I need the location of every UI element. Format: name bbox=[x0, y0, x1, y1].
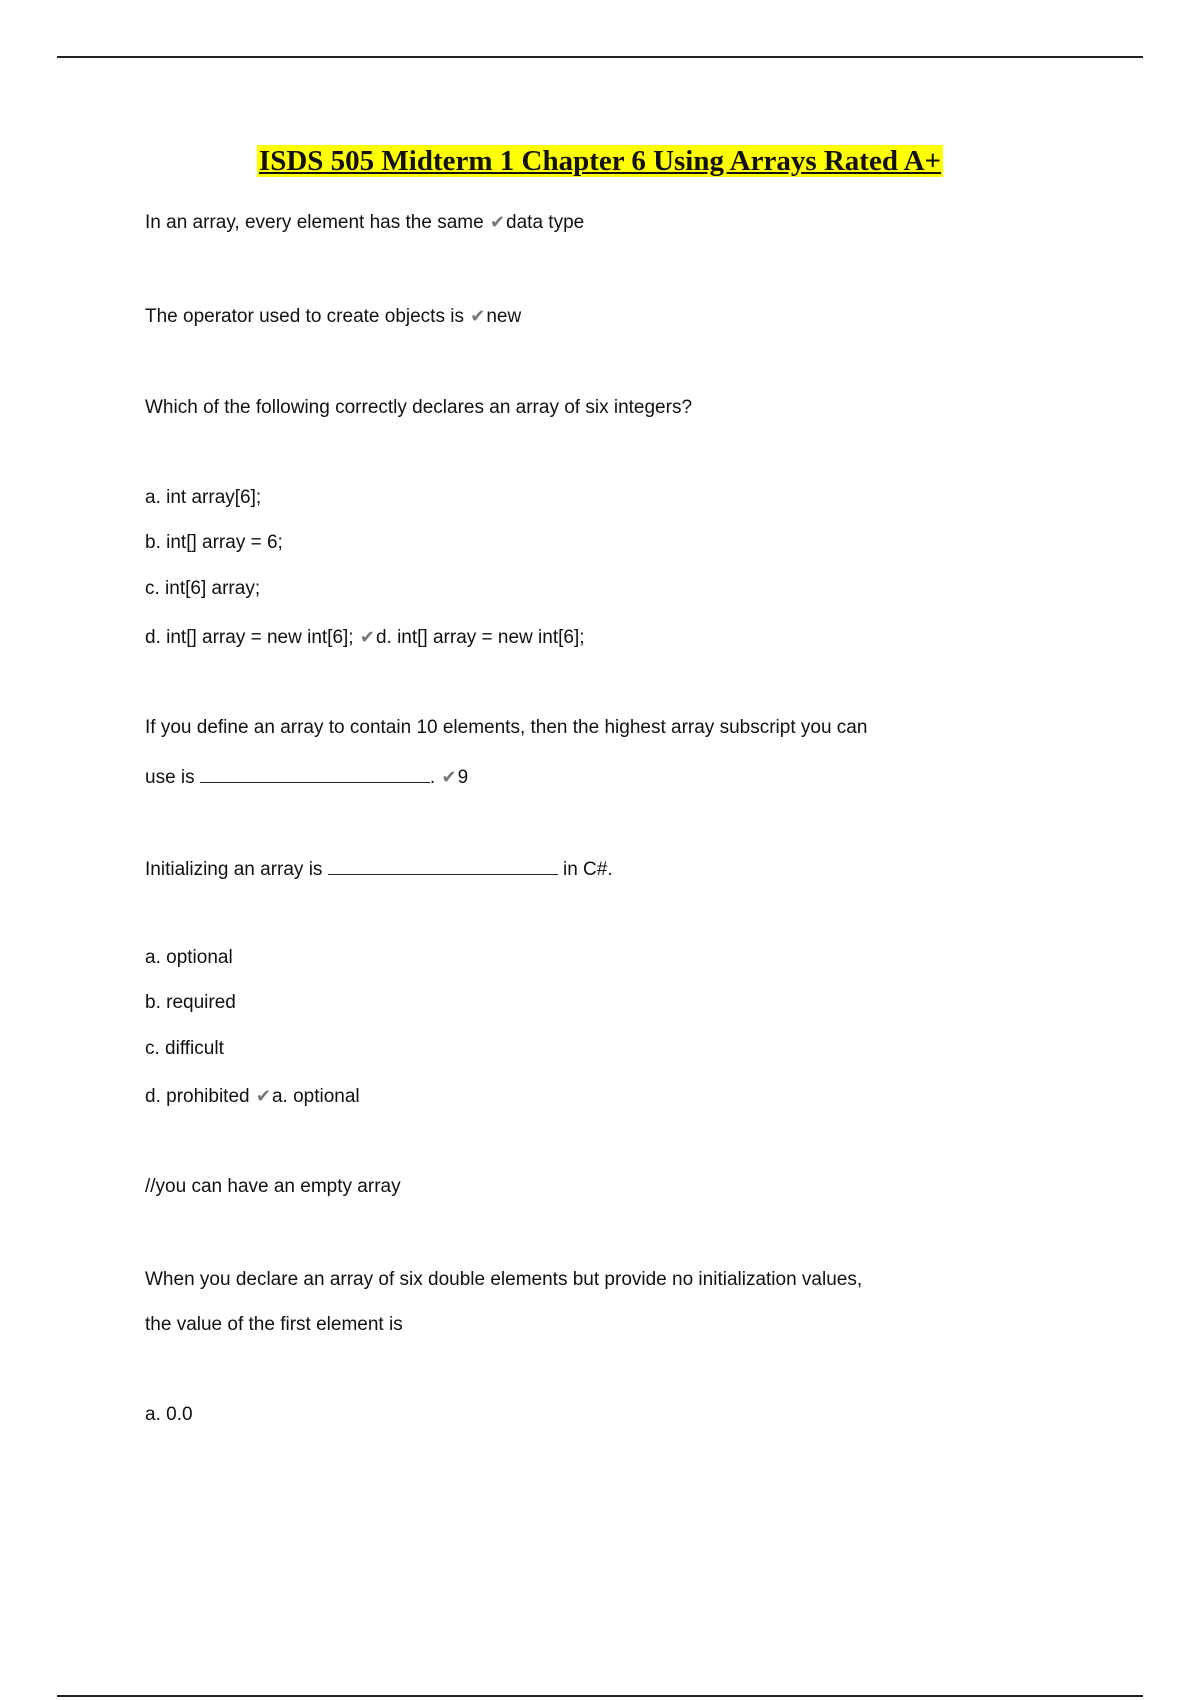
answer: 9 bbox=[457, 767, 469, 788]
option: c. difficult bbox=[145, 1038, 224, 1059]
answer: d. int[] array = new int[6]; bbox=[375, 627, 585, 648]
question-3: Which of the following correctly declares an array of six integers? bbox=[145, 397, 693, 418]
question-5: Initializing an array is in C#. bbox=[145, 856, 613, 882]
note: //you can have an empty array bbox=[145, 1176, 401, 1197]
option: b. required bbox=[145, 992, 236, 1013]
blank-line bbox=[200, 764, 430, 783]
option: a. optional bbox=[145, 947, 233, 968]
question-2: The operator used to create objects is ✔new bbox=[145, 306, 522, 327]
check-icon: ✔ bbox=[441, 767, 457, 787]
check-icon: ✔ bbox=[489, 212, 506, 232]
option: a. int array[6]; bbox=[145, 487, 262, 508]
question-6-line-2: the value of the first element is bbox=[145, 1314, 403, 1335]
check-icon: ✔ bbox=[359, 627, 375, 647]
check-icon: ✔ bbox=[255, 1086, 271, 1106]
header-rule bbox=[57, 56, 1143, 58]
option: c. int[6] array; bbox=[145, 578, 261, 599]
question-4-line-2: use is . ✔9 bbox=[145, 764, 468, 790]
blank-line bbox=[328, 856, 558, 875]
answer: data type bbox=[506, 212, 585, 233]
question-6: When you declare an array of six double elements but provide no initialization values, bbox=[145, 1269, 863, 1290]
check-icon: ✔ bbox=[470, 306, 486, 326]
question-4: If you define an array to contain 10 elements, then the highest array subscript you can bbox=[145, 717, 868, 738]
footer-rule bbox=[57, 1695, 1143, 1697]
answer: a. optional bbox=[271, 1086, 360, 1107]
option: a. 0.0 bbox=[145, 1404, 193, 1425]
question-1: In an array, every element has the same ✔data type bbox=[145, 212, 585, 233]
option: b. int[] array = 6; bbox=[145, 532, 283, 553]
document-title: ISDS 505 Midterm 1 Chapter 6 Using Arrays Rated A+ bbox=[258, 145, 942, 177]
option: d. int[] array = new int[6]; ✔d. int[] array = new int[6]; bbox=[145, 627, 585, 648]
option: d. prohibited ✔a. optional bbox=[145, 1086, 360, 1107]
answer: new bbox=[486, 306, 522, 327]
